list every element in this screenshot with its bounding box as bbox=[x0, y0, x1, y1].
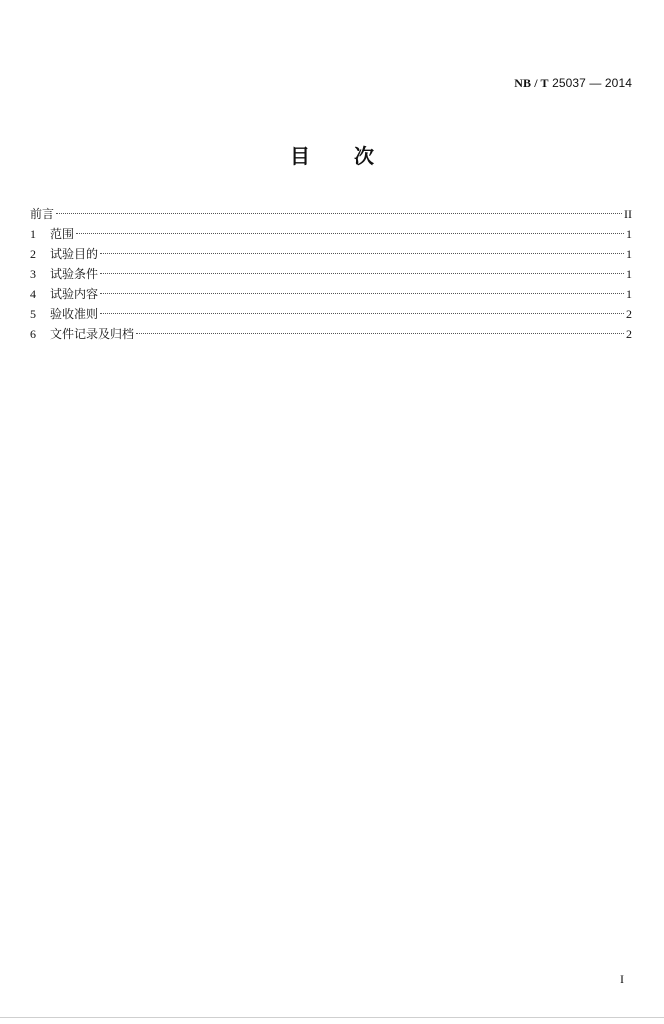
toc-entry-title: 试验目的 bbox=[50, 247, 99, 261]
toc-entry-page: 1 bbox=[626, 227, 632, 241]
toc-entry-number: 4 bbox=[30, 287, 36, 301]
toc-entry-title: 验收准则 bbox=[50, 307, 99, 321]
standard-code bbox=[514, 76, 632, 91]
toc-entry-title: 文件记录及归档 bbox=[50, 327, 135, 341]
standard-code-prefix: NB / T bbox=[514, 76, 549, 90]
toc-entry-foreword[interactable] bbox=[30, 204, 632, 224]
toc-entry-title: 范围 bbox=[50, 227, 75, 241]
toc-entry-title: 前言 bbox=[30, 207, 55, 221]
toc-leader-dots bbox=[100, 312, 624, 314]
page-number: I bbox=[620, 972, 624, 986]
toc-leader-dots bbox=[100, 252, 624, 254]
toc-entry-number: 5 bbox=[30, 307, 36, 321]
toc-leader-dots bbox=[136, 332, 624, 334]
toc-entry-scope[interactable] bbox=[30, 224, 632, 244]
toc-entry-page: 1 bbox=[626, 287, 632, 301]
toc-leader-dots bbox=[100, 292, 624, 294]
toc-leader-dots bbox=[56, 212, 622, 214]
toc-entry-number: 6 bbox=[30, 327, 36, 341]
toc-entry-documentation[interactable] bbox=[30, 324, 632, 344]
toc-entry-test-conditions[interactable] bbox=[30, 264, 632, 284]
toc-entry-page: 1 bbox=[626, 267, 632, 281]
toc-entry-page: 1 bbox=[626, 247, 632, 261]
page-edge-divider bbox=[0, 1017, 664, 1018]
toc-entry-title: 试验内容 bbox=[50, 287, 99, 301]
toc-entry-page: II bbox=[624, 207, 632, 221]
toc-entry-number: 2 bbox=[30, 247, 36, 261]
toc-entry-test-content[interactable] bbox=[30, 284, 632, 304]
page-title: 目次 bbox=[290, 144, 418, 168]
table-of-contents bbox=[30, 204, 632, 344]
toc-entry-title: 试验条件 bbox=[50, 267, 99, 281]
toc-entry-test-purpose[interactable] bbox=[30, 244, 632, 264]
toc-entry-page: 2 bbox=[626, 327, 632, 341]
toc-entry-acceptance-criteria[interactable] bbox=[30, 304, 632, 324]
toc-entry-number: 3 bbox=[30, 267, 36, 281]
toc-entry-number: 1 bbox=[30, 227, 36, 241]
toc-leader-dots bbox=[100, 272, 624, 274]
standard-code-number: 25037 — 2014 bbox=[552, 76, 632, 90]
toc-leader-dots bbox=[76, 232, 624, 234]
toc-entry-page: 2 bbox=[626, 307, 632, 321]
